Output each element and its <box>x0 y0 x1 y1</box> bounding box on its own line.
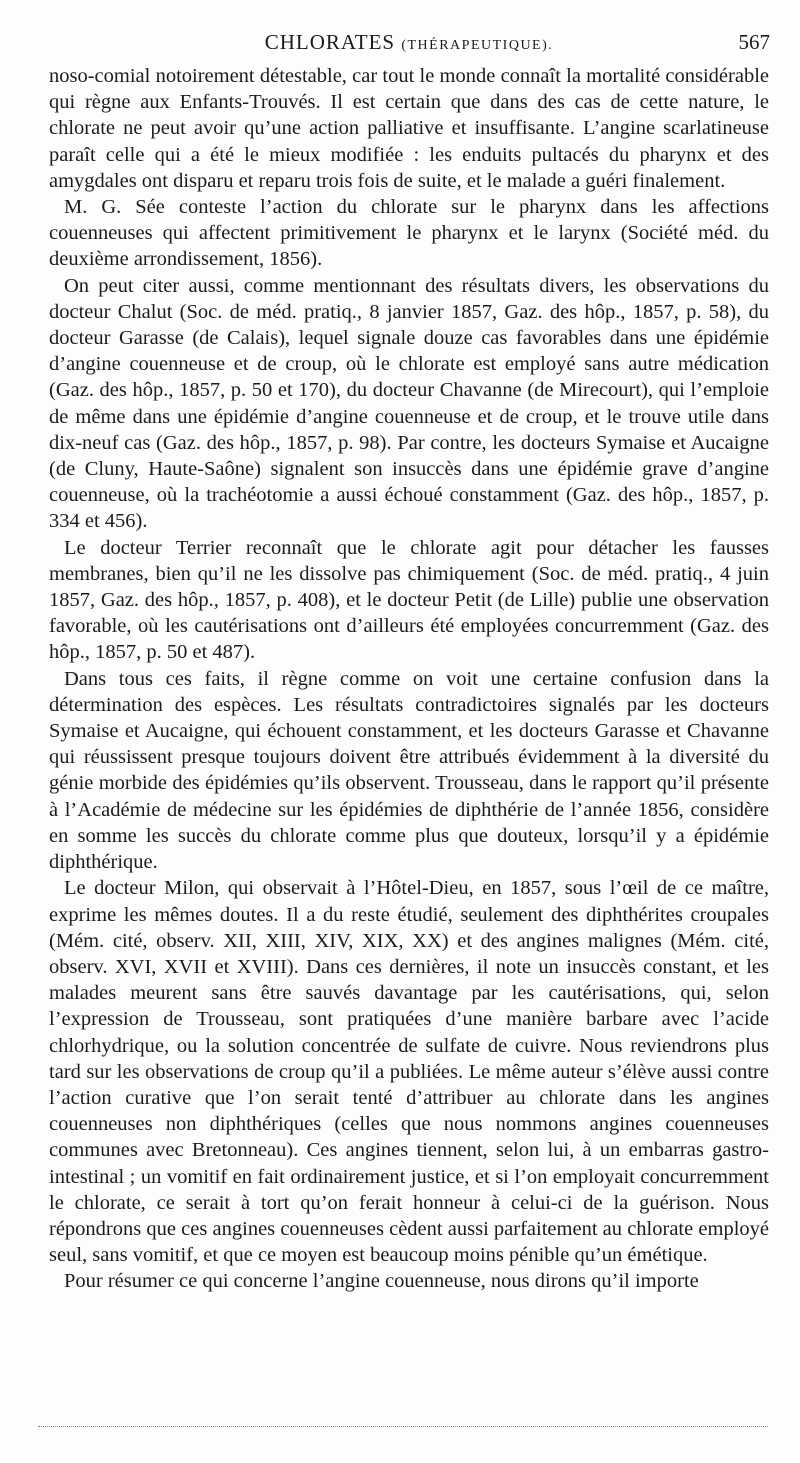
running-title <box>48 30 770 55</box>
running-title-main: CHLORATES <box>264 30 396 54</box>
paragraph: On peut citer aussi, comme mentionnant des résultats divers, les observations du docteur Chalut (Soc. de méd. pratiq., 8 janvier 1857, Gaz. des hôp., 1857, p. 58), du docteur Garasse (de Calais), lequel signale douze cas favorables dans une épidémie d’angine couenneuse et de croup, où le chlorate est employé sans autre médication (Gaz. des hôp., 1857, p. 50 et 170), du docteur Chavanne (de Mirecourt), qui l’emploie de même dans une épidémie d’angine couenneuse et de croup, et le trouve utile dans dix-neuf cas (Gaz. des hôp., 1857, p. 98). Par contre, les docteurs Symaise et Aucaigne (de Cluny, Haute-Saône) signalent son insuccès dans une épidémie grave d’angine couenneuse, où la trachéotomie a aussi échoué constamment (Gaz. des hôp., 1857, p. 334 et 456). <box>49 274 769 533</box>
paragraph: Le docteur Milon, qui observait à l’Hôtel-Dieu, en 1857, sous l’œil de ce maître, exprime les mêmes doutes. Il a du reste étudié, seulement des diphthérites croupales (Mém. cité, observ. XII, XIII, XIV, XIX, XX) et des angines malignes (Mém. cité, observ. XVI, XVII et XVIII). Dans ces dernières, il note un insuccès constant, et les malades meurent sans être sauvés davantage par les cautérisations, qui, selon l’expression de Trousseau, sont pratiquées d’une manière barbare avec l’acide chlorhydrique, ou la solution concentrée de sulfate de cuivre. Nous reviendrons plus tard sur les observations de croup qu’il a publiées. Le même auteur s’élève aussi contre l’action curative que l’on serait tenté d’attribuer au chlorate dans les angines couenneuses non diphthériques (celles que nous nommons angines couenneuses communes avec Bretonneau). Ces angines tiennent, selon lui, à un embarras gastro-intestinal ; un vomitif en fait ordinairement justice, et si l’on employait concurremment le chlorate, ce serait à tort qu’on ferait honneur à celui-ci de la guérison. Nous répondrons que ces angines couenneuses cèdent aussi parfaitement au chlorate employé seul, sans vomitif, et que ce moyen est beaucoup moins pénible qu’un émétique. <box>49 877 769 1267</box>
paragraph: Pour résumer ce qui concerne l’angine couenneuse, nous dirons qu’il importe <box>64 1270 699 1293</box>
footer-rule <box>38 1426 768 1427</box>
paragraph: Dans tous ces faits, il règne comme on voit une certaine confusion dans la détermination des espèces. Les résultats contradictoires signalés par les docteurs Symaise et Aucaigne, qui échouent constamment, et les docteurs Garasse et Chavanne qui réussissent presque toujours doivent être attribués évidemment à la diversité du génie morbide des épidémies qu’ils observent. Trousseau, dans le rapport qu’il présente à l’Académie de médecine sur les épidémies de diphthérie de l’année 1856, considère en somme les succès du chlorate comme plus que douteux, lorsqu’il y a épidémie diphthérique. <box>49 667 769 874</box>
paragraph: Le docteur Terrier reconnaît que le chlorate agit pour détacher les fausses membranes, bien qu’il ne les dissolve pas chimiquement (Soc. de méd. pratiq., 4 juin 1857, Gaz. des hôp., 1857, p. 408), et le docteur Petit (de Lille) publie une observation favorable, où les cautérisations ont d’ailleurs été employées concurremment (Gaz. des hôp., 1857, p. 50 et 487). <box>49 536 769 664</box>
body-text <box>49 63 769 1295</box>
paragraph: M. G. Sée conteste l’action du chlorate sur le pharynx dans les affections couenneuses qui affectent primitivement le pharynx et le larynx (Société méd. du deuxième arrondissement, 1856). <box>49 196 769 271</box>
running-head <box>48 30 770 60</box>
page-number: 567 <box>738 30 770 54</box>
paragraph-continued: noso-comial notoirement détestable, car tout le monde connaît la mortalité considérable qui règne aux Enfants-Trouvés. Il est certain que dans des cas de cette nature, le chlorate ne peut avoir qu’une action palliative et insuffisante. L’angine scarlatineuse paraît celle qui a été le mieux modifiée : les enduits pultacés du pharynx et des amygdales ont disparu et reparu trois fois de suite, et le malade a guéri finalement. <box>49 65 769 192</box>
running-title-sub: (THÉRAPEUTIQUE). <box>401 38 554 53</box>
